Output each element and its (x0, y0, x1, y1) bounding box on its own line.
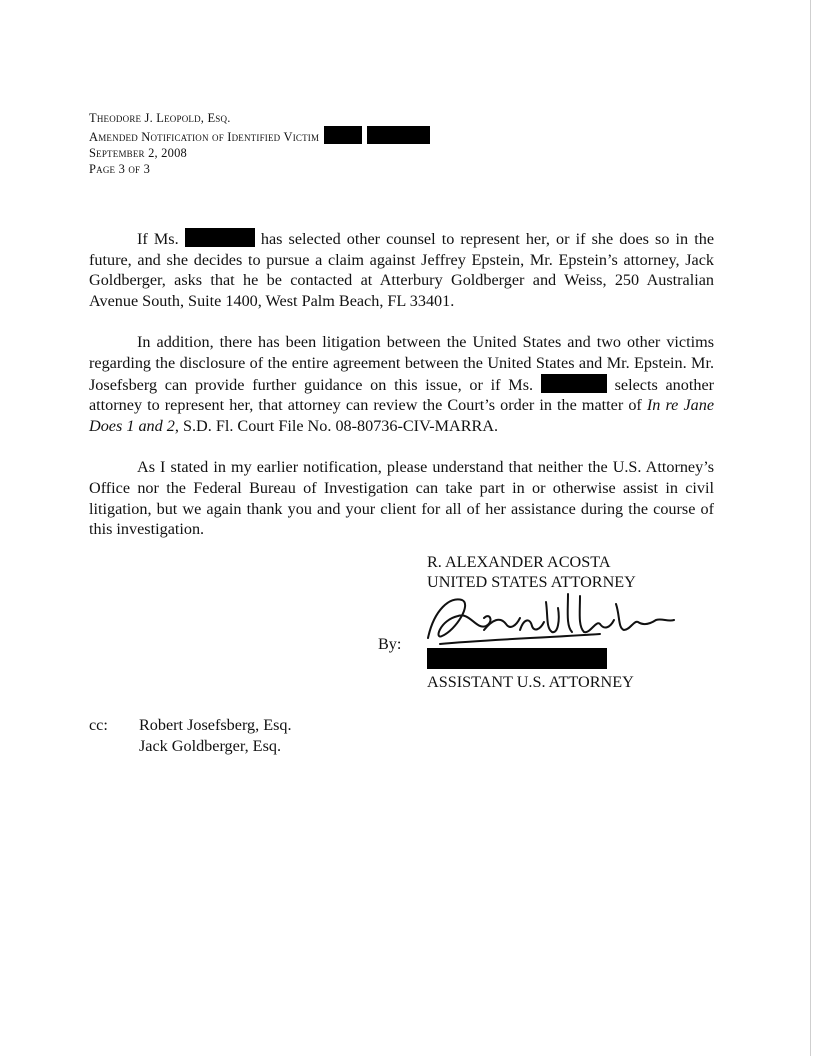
redaction-bar (427, 648, 607, 669)
case-name: In re Jane Does 1 and 2 (89, 396, 715, 435)
header-addressee: Theodore J. Leopold, Esq. (89, 111, 231, 125)
cc-recipient: Jack Goldberger, Esq. (139, 737, 282, 755)
redaction-bar (367, 126, 430, 144)
paragraph-2-text-c: , S.D. Fl. Court File No. 08-80736-CIV-MARRA. (174, 416, 499, 435)
signer-name: R. ALEXANDER ACOSTA (427, 553, 611, 571)
paragraph-3: As I stated in my earlier notification, please understand that neither the U.S. Attorney’s Office nor the Federal Bureau of Investigation can take part in or otherwise assist in civil litigation, but we again thank you and your client for all of her assistance during the course of this investigation. (89, 458, 714, 539)
paragraph-1-text-a: If Ms. (137, 230, 179, 248)
redaction-bar (541, 374, 607, 393)
header-subject: Amended Notification of Identified Victim (89, 130, 320, 144)
paragraph-1-text-b: has selected other counsel to represent her, or if she does so in the future, and she decides to pursue a claim against Jeffrey Epstein, Mr. Epstein’s attorney, Jack Goldberger, asks that he be contacted at Atterbury Goldberger and Weiss, 250 Australian Avenue South, Suite 1400, West Palm Beach, FL 33401. (89, 230, 715, 310)
letter-header (89, 110, 430, 177)
by-label: By: (378, 635, 402, 653)
header-page-number: Page 3 of 3 (89, 162, 151, 176)
cc-label: cc: (89, 716, 108, 734)
signer-title: UNITED STATES ATTORNEY (427, 573, 636, 591)
redaction-bar (185, 228, 255, 247)
assistant-title: ASSISTANT U.S. ATTORNEY (427, 673, 634, 691)
paragraph-2-text-b: selects another attorney to represent her, that attorney can review the Court’s order in the matter of (89, 375, 715, 415)
header-date: September 2, 2008 (89, 146, 187, 160)
handwritten-signature (420, 590, 680, 650)
signature-block (427, 552, 636, 592)
cc-recipient: Robert Josefsberg, Esq. (139, 716, 292, 734)
paragraph-2-text-a: In addition, there has been litigation between the United States and two other victims regarding the disclosure of the entire agreement between the United States and Mr. Epstein. Mr. Josefsberg can provide further guidance on this issue, or if Ms. (89, 333, 714, 394)
paragraph-1 (89, 228, 714, 311)
letter-body (89, 228, 714, 561)
cc-recipients (139, 715, 292, 757)
paragraph-2 (89, 332, 714, 436)
header-subject-row (89, 126, 430, 145)
page-edge-line (810, 0, 811, 1056)
redaction-bar (324, 126, 362, 144)
